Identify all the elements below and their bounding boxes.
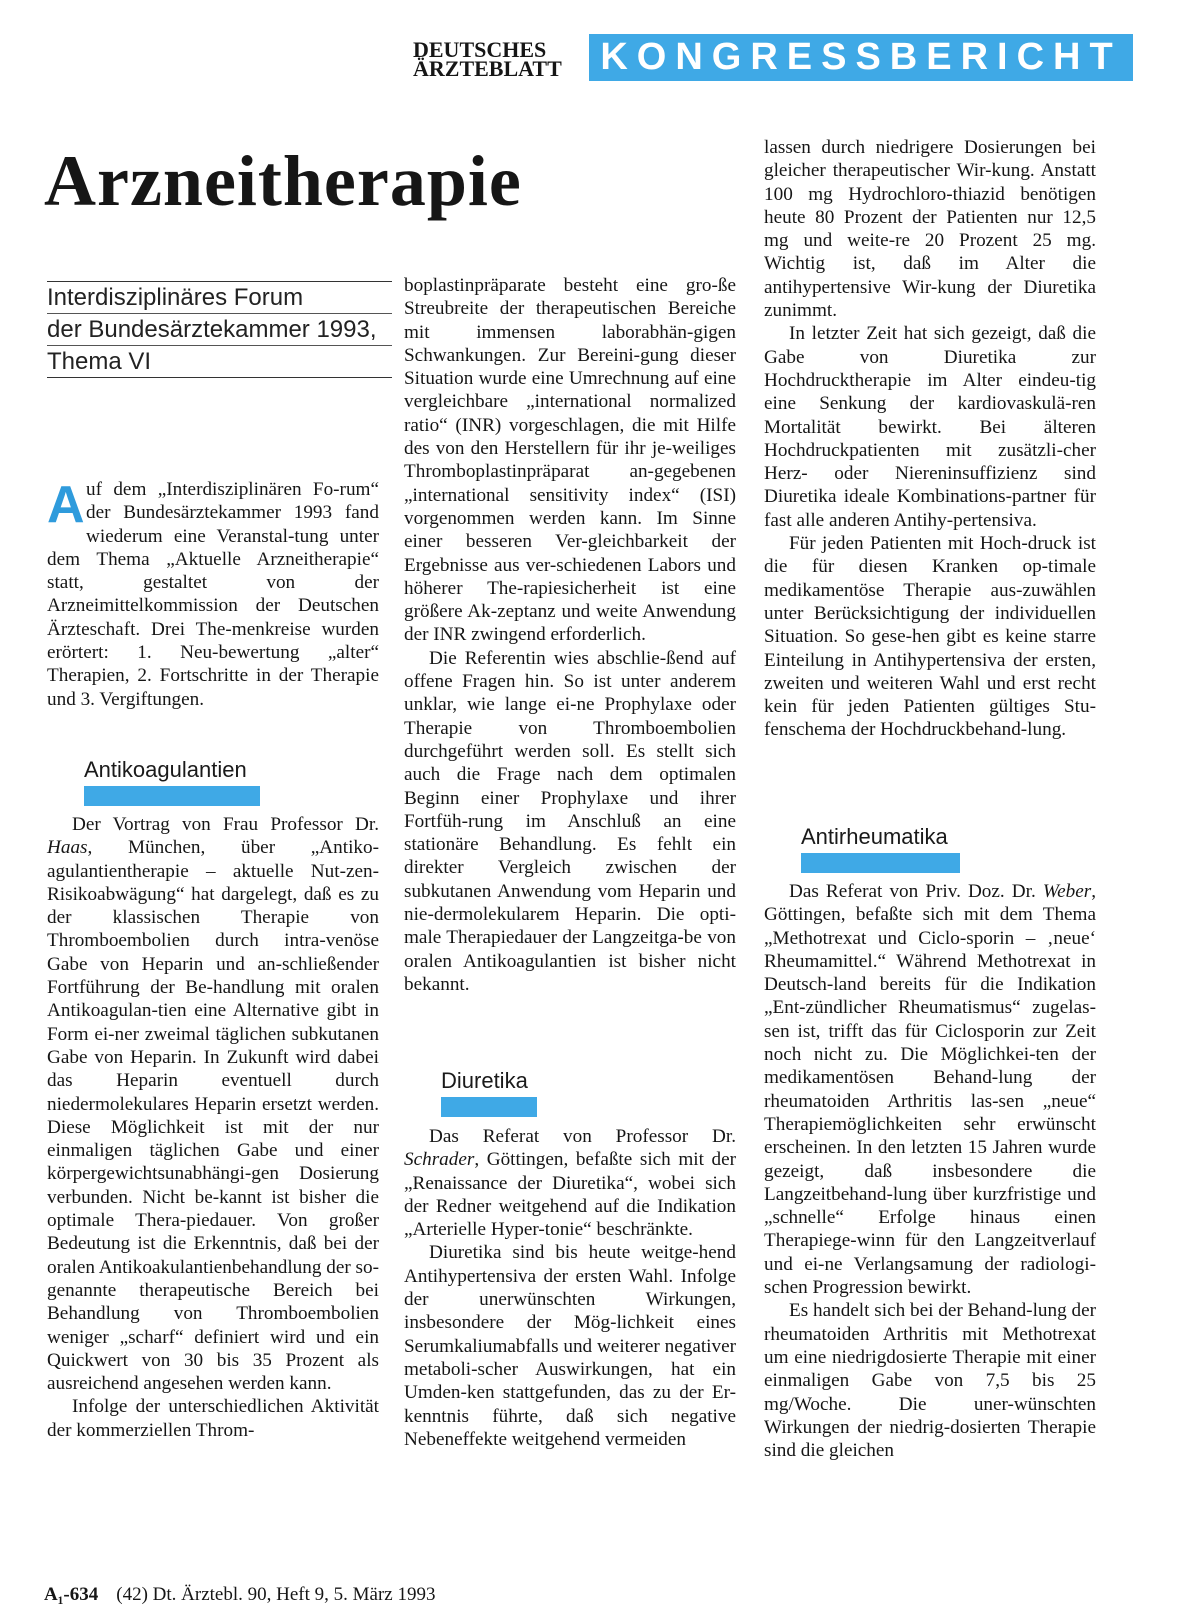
diuretika-paragraph-2-start: Diuretika sind bis heute weitge-hend Antihypertensiva der ersten Wahl. Infolge der unerwünschten Wirkungen, insbesondere der Mög-lichkeit eines Serumkaliumabfalls und weiterer negativer metaboli-scher Auswirkungen, hat ein Umden-ken stattgefunden, das zu der Er-kenntnis führte, daß sich negative Nebeneffekte weitgehend vermeiden	[404, 1242, 736, 1450]
antikoagulantien-paragraph-2-cont: boplastinpräparate besteht eine gro-ße Streubreite der therapeutischen Bereiche mit immensen laborabhän-gigen Schwankungen. Zur Bereini-gung dieser Situation wurde eine Umrechnung auf eine vergleichbare „international normalized ratio“ (INR) vorgeschlagen, die mit Hilfe des von den Herstellern für ihr je-weiliges Thromboplastinpräparat an-gegebenen „international sensitivity index“ (ISI) vorgenommen werden kann. Im Sinne einer besseren Ver-gleichbarkeit der Ergebnisse aus ver-schiedenen Labors und höherer The-rapiesicherheit ist eine größere Ak-zeptanz und weite Anwendung der INR zwingend erforderlich.	[404, 275, 736, 646]
diuretika-paragraph-3: In letzter Zeit hat sich gezeigt, daß die Gabe von Diuretika zur Hochdrucktherapie im Alter eindeu-tig eine Senkung der kardiovaskulä-ren Mortalität bewirkt. Bei älteren Hochdruckpatienten mit zusätzli-cher Herz- oder Niereninsuffizienz sind Diuretika ideale Kombinations-partner für fast alle anderen Antihy-pertensiva.	[764, 323, 1096, 531]
journal-logo-line2: ÄRZTEBLATT	[413, 56, 562, 81]
antikoagulantien-paragraph-3: Die Referentin wies abschlie-ßend auf offene Fragen hin. So ist unter anderem unklar, wie lange ei-ne Prophylaxe oder Therapie von Thromboembolien durchgeführt werden soll. Es stellt sich auch die Frage nach dem optimalen Beginn einer Prophylaxe und ihrer Fortfüh-rung im Anschluß an eine stationäre Behandlung. Es fehlt ein direkter Vergleich zwischen der subkutanen Anwendung vom Heparin und nie-dermolekularem Heparin. Die opti-male Therapiedauer der Langzeitga-be von oralen Antikoagulantien ist bisher nicht bekannt.	[404, 647, 736, 995]
section-heading-bar	[801, 853, 960, 873]
column-1-body	[47, 813, 379, 1442]
section-heading-bar	[441, 1097, 537, 1117]
article-title: Arzneitherapie	[44, 141, 522, 221]
column-2	[404, 274, 736, 996]
text-run: , München, über „Antiko-agulantientherapie – aktuelle Nut-zen-Risikoabwägung“ hat dargelegt, daß es zu der klassischen Therapie von Thromboembolien durch intra-venöse Gabe von Heparin und an-schließender Fortführung der Be-handlung mit oralen Antikoagulan-tien eine Alternative gibt in Form ei-ner zweimal täglichen subkutanen Gabe von Heparin. In Zukunft wird dabei das Heparin eventuell durch niedermolekulares Heparin ersetzt werden. Diese Möglichkeit ist mit der nur einmaligen täglichen Gabe und einer körpergewichtsunabhängi-gen Dosierung verbunden. Nicht be-kannt ist bisher die optimale Thera-piedauer. Von großer Bedeutung ist die Erkenntnis, daß bei der oralen Antikoakulantienbehandlung der so-genannte therapeutische Bereich bei Behandlung von Thromboembolien weniger „scharf“ definiert wird und ein Quickwert von 30 bis 35 Prozent als ausreichend angesehen werden kann.	[47, 837, 379, 1395]
section-heading-antirheumatika	[801, 823, 960, 873]
diuretika-paragraph-2-cont: lassen durch niedrigere Dosierungen bei gleicher therapeutischer Wir-kung. Anstatt 100 mg Hydrochloro-thiazid benötigen heute 80 Prozent der Patienten nur 12,5 mg und weite-re 20 Prozent 25 mg. Wichtig ist, daß im Alter die antihypertensive Wir-kung der Diuretika zunimmt.	[764, 137, 1096, 322]
speaker-name: Schrader	[404, 1149, 475, 1171]
column-3-body	[764, 880, 1096, 1462]
antikoagulantien-paragraph-2-start: Infolge der unterschiedlichen Aktivität der kommerziellen Throm-	[47, 1396, 379, 1441]
article-subtitle	[47, 281, 392, 378]
intro-text: uf dem „Interdisziplinären Fo-rum“ der Bundesärztekammer 1993 fand wiederum eine Veranstal-tung unter dem Thema „Aktuelle Arzneitherapie“ statt, gestaltet von der Arzneimittelkommission der Deutschen Ärzteschaft. Drei The-menkreise wurden erörtert: 1. Neu-bewertung „alter“ Therapien, 2. Fortschritte in der Therapie und 3. Vergiftungen.	[47, 479, 379, 710]
speaker-name: Haas	[47, 837, 88, 859]
text-run: , Göttingen, befaßte sich mit der „Renaissance der Diuretika“, wobei sich der Redner weitgehend auf die Indikation „Arterielle Hyper-tonie“ beschränkte.	[404, 1149, 736, 1241]
journal-logo-line1: DEUTSCHES	[413, 37, 547, 62]
text-run: Das Referat von Professor Dr.	[429, 1126, 736, 1147]
speaker-name: Weber	[1042, 881, 1092, 902]
page-number: A₁-634	[44, 1584, 99, 1605]
text-run: , Göttingen, befaßte sich mit dem Thema „Methotrexat und Ciclo-sporin – ‚neue‘ Rheumamittel.“ Während Methotrexat in Deutsch-land bereits für die Indikation „Ent-zündlicher Rheumatismus“ zugelas-sen ist, trifft das für Ciclosporin zur Zeit noch nicht zu. Die Möglichkei-ten der medikamentösen Behand-lung der rheumatoiden Arthritis las-sen „neue“ Therapiemöglichkeiten sehr erwünscht erscheinen. In den letzten 15 Jahren wurde gezeigt, daß insbesondere die Langzeitbehand-lung über kurzfristige und „schnelle“ Erfolge hinaus einen Therapiege-winn für den Langzeitverlauf und ei-ne Verlangsamung der radiologi-schen Progression bewirkt.	[764, 881, 1096, 1299]
column-2-body	[404, 1125, 736, 1451]
journal-logo	[413, 37, 579, 81]
subtitle-line: Interdisziplinäres Forum	[47, 282, 392, 314]
section-heading-bar	[84, 786, 260, 806]
section-title: Diuretika	[441, 1068, 528, 1093]
antikoagulantien-paragraph-1	[47, 813, 379, 1395]
text-run: Der Vortrag von Frau Professor Dr.	[72, 814, 379, 835]
citation: (42) Dt. Ärztebl. 90, Heft 9, 5. März 1993	[116, 1584, 436, 1605]
subtitle-line: Thema VI	[47, 346, 392, 378]
text-run: Das Referat von Priv. Doz. Dr.	[789, 881, 1043, 902]
page-footer	[44, 1584, 435, 1606]
column-3	[764, 136, 1096, 742]
section-banner	[589, 34, 1133, 81]
subtitle-line: der Bundesärztekammer 1993,	[47, 314, 392, 346]
diuretika-paragraph-1	[404, 1125, 736, 1241]
section-title: Antirheumatika	[801, 824, 948, 849]
section-heading-antikoagulantien	[84, 756, 260, 806]
section-label: KONGRESSBERICHT	[600, 36, 1122, 78]
antirheumatika-paragraph-2: Es handelt sich bei der Behand-lung der rheumatoiden Arthritis mit Methotrexat um eine niedrigdosierte Therapie mit einer einmaligen Gabe von 7,5 bis 25 mg/Woche. Die uner-wünschten Wirkungen der niedrig-dosierten Therapie sind die gleichen	[764, 1300, 1096, 1462]
masthead	[413, 34, 1133, 82]
column-1	[47, 478, 379, 711]
antirheumatika-paragraph-1	[764, 880, 1096, 1299]
drop-cap: A	[47, 476, 85, 534]
section-heading-diuretika	[441, 1067, 537, 1117]
diuretika-paragraph-4: Für jeden Patienten mit Hoch-druck ist die für diesen Kranken op-timale medikamentöse Therapie aus-zuwählen unter Berücksichtigung der individuellen Situation. So gese-hen gibt es keine starre Einteilung in Antihypertensiva der ersten, zweiten und weiteren Wahl und erst recht kein für jeden Patienten gültiges Stu-fenschema der Hochdruckbehand-lung.	[764, 533, 1096, 741]
intro-paragraph	[47, 478, 379, 711]
section-title: Antikoagulantien	[84, 757, 247, 782]
